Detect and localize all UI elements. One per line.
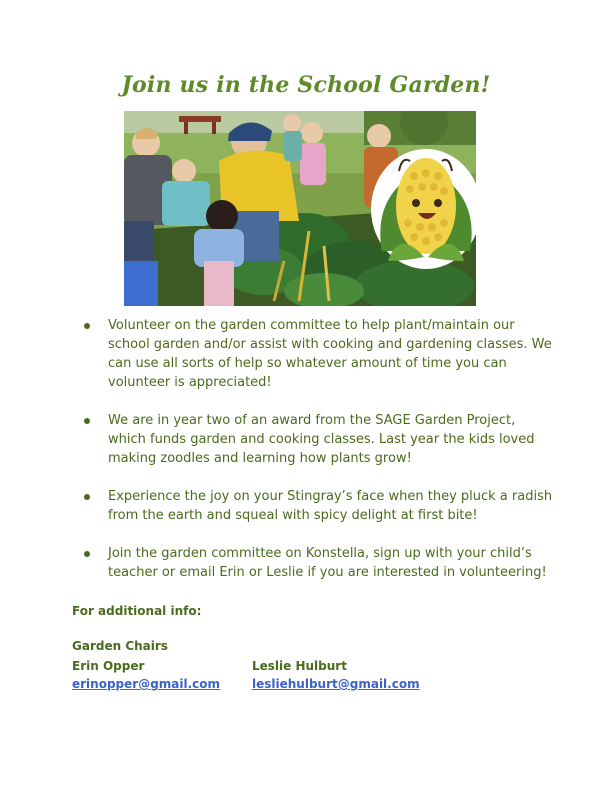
- bullet-icon: [84, 551, 90, 557]
- bullet-icon: [84, 494, 90, 500]
- info-heading: For additional info:: [72, 604, 202, 618]
- bullet-text: We are in year two of an award from the SAGE Garden Project, which funds garden and cooking classes. Last year the kids loved making zoodles and learning how plants grow!: [108, 413, 535, 466]
- contact-erin: [72, 657, 220, 693]
- email-link[interactable]: erinopper@gmail.com: [72, 677, 221, 691]
- list-item: [84, 411, 554, 468]
- bullet-icon: [84, 418, 90, 424]
- bullet-list: [84, 316, 554, 582]
- list-item: [84, 487, 554, 525]
- garden-photo: [124, 111, 476, 306]
- contact-leslie: [252, 657, 420, 693]
- bullet-text: Join the garden committee on Konstella, sign up with your child’s teacher or email Erin or Leslie if you are interested in volunteering!: [108, 546, 547, 580]
- list-item: [84, 316, 554, 392]
- contact-name: Leslie Hulburt: [252, 659, 347, 673]
- bullet-text: Volunteer on the garden committee to help plant/maintain our school garden and/or assist with cooking and gardening classes. We can use all sorts of help so whatever amount of time you can volunteer is appreciated!: [108, 318, 552, 390]
- email-link[interactable]: lesliehulburt@gmail.com: [252, 677, 420, 691]
- contact-name: Erin Opper: [72, 659, 145, 673]
- list-item: [84, 544, 554, 582]
- corn-mascot-icon: [371, 149, 476, 269]
- bullet-text: Experience the joy on your Stingray’s face when they pluck a radish from the earth and squeal with spicy delight at first bite!: [108, 489, 553, 523]
- bullet-icon: [84, 323, 90, 329]
- page-title: Join us in the School Garden!: [121, 72, 491, 98]
- chairs-heading: Garden Chairs: [72, 639, 168, 653]
